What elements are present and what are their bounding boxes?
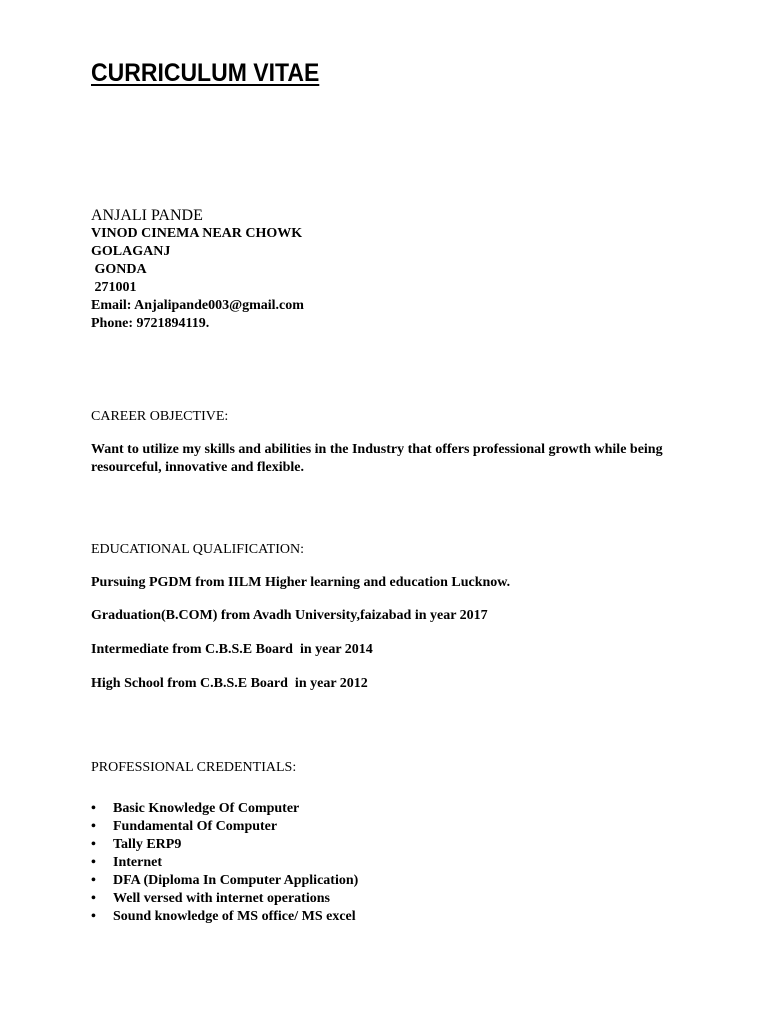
list-item [91,908,358,926]
list-item [91,836,358,854]
list-item [91,890,358,908]
list-item [91,872,358,890]
candidate-name: ANJALI PANDE [91,207,203,224]
career-objective-heading: CAREER OBJECTIVE: [91,409,229,424]
bullet-icon: • [91,855,96,870]
bullet-icon: • [91,801,96,816]
list-item [91,818,358,836]
document-title: CURRICULUM VITAE [91,59,320,87]
list-item [91,800,358,818]
address-city: GONDA [91,262,147,277]
education-item: Intermediate from C.B.S.E Board in year 2014 [91,642,373,657]
education-item: High School from C.B.S.E Board in year 2012 [91,676,368,691]
address-line-1: VINOD CINEMA NEAR CHOWK [91,226,303,241]
list-item [91,854,358,872]
credentials-heading: PROFESSIONAL CREDENTIALS: [91,760,297,775]
credential-text: Tally ERP9 [113,837,182,852]
credential-text: DFA (Diploma In Computer Application) [113,873,359,888]
education-item: Pursuing PGDM from IILM Higher learning and education Lucknow. [91,575,511,590]
bullet-icon: • [91,873,96,888]
credential-text: Sound knowledge of MS office/ MS excel [113,909,356,924]
bullet-icon: • [91,837,96,852]
phone-line: Phone: 9721894119. [91,316,210,331]
credential-text: Fundamental Of Computer [113,819,278,834]
contact-block [91,207,304,333]
bullet-icon: • [91,891,96,906]
credential-text: Internet [113,855,162,870]
credentials-list [91,800,358,926]
credential-text: Well versed with internet operations [113,891,330,906]
credential-text: Basic Knowledge Of Computer [113,801,300,816]
career-objective-text: Want to utilize my skills and abilities in the Industry that offers professional growth while being resourceful, innovative and flexible. [91,442,663,475]
education-heading: EDUCATIONAL QUALIFICATION: [91,542,304,557]
email-line: Email: Anjalipande003@gmail.com [91,298,304,313]
education-item: Graduation(B.COM) from Avadh University,faizabad in year 2017 [91,608,488,623]
bullet-icon: • [91,909,96,924]
address-pincode: 271001 [91,280,137,295]
bullet-icon: • [91,819,96,834]
address-line-2: GOLAGANJ [91,244,171,259]
